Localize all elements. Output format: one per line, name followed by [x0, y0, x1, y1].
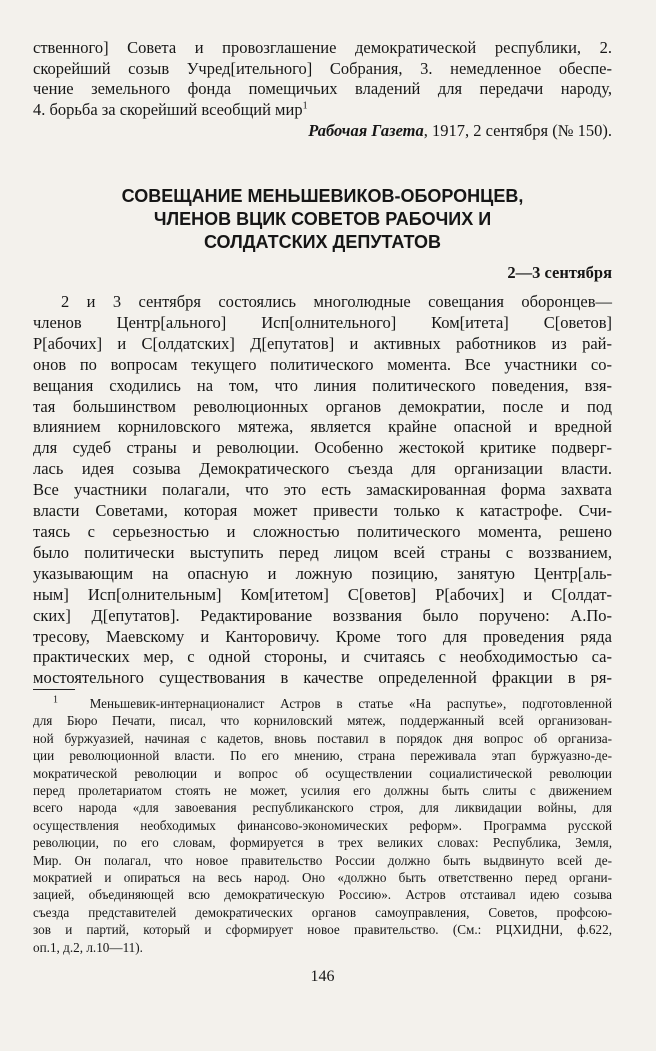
citation-details: , 1917, 2 сентября (№ 150).: [423, 121, 612, 140]
top-paragraph: [33, 38, 612, 120]
text-line: членов Центр[ального] Исп[олнительного] Ком[итета] С[оветов]: [33, 312, 612, 332]
heading-line: ЧЛЕНОВ ВЦИК СОВЕТОВ РАБОЧИХ И: [153, 209, 492, 229]
text-line: онов по вопросам текущего политического момента. Все участники со-: [33, 354, 612, 374]
text-line: вещания сходились на том, что линия политического поведения, взя-: [33, 375, 612, 395]
text-line: ственного] Совета и провозглашение демократической республики, 2.: [33, 38, 612, 57]
text-line: ным] Исп[олнительным] Ком[итетом] С[оветов] Р[абочих] и С[олдат-: [33, 584, 612, 604]
footnote-separator: [33, 689, 75, 690]
footnote-line: ной буржуазией, начиная с кадетов, вновь поставил в порядок дня вопрос об организа-: [33, 730, 612, 746]
text-line: лась идея созыва Демократического съезда для организации власти.: [33, 459, 612, 479]
footnote: [33, 695, 612, 956]
footnote-line: осуществления необходимых финансово-экономических реформ». Программа русской: [33, 817, 612, 833]
footnote-line: оп.1, д.2, л.10—11).: [33, 939, 143, 955]
section-heading: [33, 185, 612, 254]
footnote-line: для Бюро Печати, писал, что корниловский мятеж, поддержанный всей организован-: [33, 713, 612, 729]
footnote-line: перед пролетариатом стоять не может, усилия его должны быть слиты с движением: [33, 783, 612, 799]
footnote-line: Мир. Он полагал, что новое правительство России должно быть выдвинуто всей де-: [33, 852, 612, 868]
text-line: Р[абочих] и С[олдатских] Д[епутатов] и активных работников из рай-: [33, 333, 612, 353]
text-line: практических мер, с одной стороны, и считаясь с необходимостью са-: [33, 647, 612, 667]
text-line: скорейший созыв Учред[ительного] Собрания, 3. немедленное обеспе-: [33, 58, 612, 78]
text-line: власти Советами, которая может привести только к катастрофе. Счи-: [33, 501, 612, 521]
footnote-reference: 1: [302, 100, 308, 111]
footnote-number: 1: [53, 694, 58, 706]
text-line: тресову, Маевскому и Канторовичу. Кроме того для проведения ряда: [33, 626, 612, 646]
section-date: 2—3 сентября: [507, 263, 612, 282]
text-line: таясь с серьезностью и сложностью политического момента, решено: [33, 521, 612, 541]
body-paragraph: [33, 292, 612, 689]
text-line: было политически выступить перед лицом всей страны с воззванием,: [33, 542, 612, 562]
text-line: влиянием корниловского мятежа, является крайне опасной и вредной: [33, 417, 612, 437]
footnote-line: съезда представителей демократических органов самоуправления, Советов, профсою-: [33, 904, 612, 920]
newspaper-title: Рабочая Газета: [308, 121, 424, 140]
footnote-line: всего народа «для завоевания республиканского строя, для ликвидации войны, для: [33, 800, 612, 816]
text-line: чение земельного фонда помещичьих владений для передачи народу,: [33, 79, 612, 98]
text-line-last: 4. борьба за скорейший всеобщий мир$^1$: [33, 99, 308, 119]
text-line: тая большинством революционных органов демократии, после и под: [33, 396, 612, 416]
text-line: 2 и 3 сентября состоялись многолюдные совещания оборонцев—: [61, 292, 612, 311]
footnote-line: $^1$ Меньшевик-интернационалист Астров в статье «На распутье», подготовленной: [53, 694, 612, 711]
footnote-line: ции революционной власти. По его мнению, страна переживала этап буржуазно-де-: [33, 748, 612, 764]
text-line: указывающим на опасную и ложную позицию, занятую Центр[аль-: [33, 563, 612, 583]
text-line: мостоятельного существования в качестве определенной фракции в ря-: [33, 668, 612, 688]
footnote-line: мократией и опираться на весь народ. Оно «должно быть ответственно перед органи-: [33, 870, 612, 886]
text-line: для судеб страны и революции. Особенно жестокой критике подверг-: [33, 438, 612, 458]
source-citation: [33, 121, 612, 141]
page-number: 146: [310, 968, 335, 985]
footnote-line: революции, по его словам, формируется в трех великих словах: Республика, Земля,: [33, 835, 612, 851]
text-line: ских] Д[епутатов]. Редактирование воззвания было поручено: А.По-: [33, 605, 612, 625]
footnote-line: зацией, объединяющей всю демократическую Россию». Астров отстаивал идею созыва: [33, 887, 612, 903]
footnote-line: мократической революции и вопрос об осуществлении социалистической революции: [33, 765, 612, 781]
footnote-line: зов и партий, который и сформирует новое правительство. (См.: РЦХИДНИ, ф.622,: [33, 922, 612, 938]
text-line: Все участники полагали, что это есть замаскированная форма захвата: [33, 480, 612, 500]
heading-line: СОЛДАТСКИХ ДЕПУТАТОВ: [203, 232, 442, 252]
heading-line: СОВЕЩАНИЕ МЕНЬШЕВИКОВ-ОБОРОНЦЕВ,: [121, 186, 524, 206]
